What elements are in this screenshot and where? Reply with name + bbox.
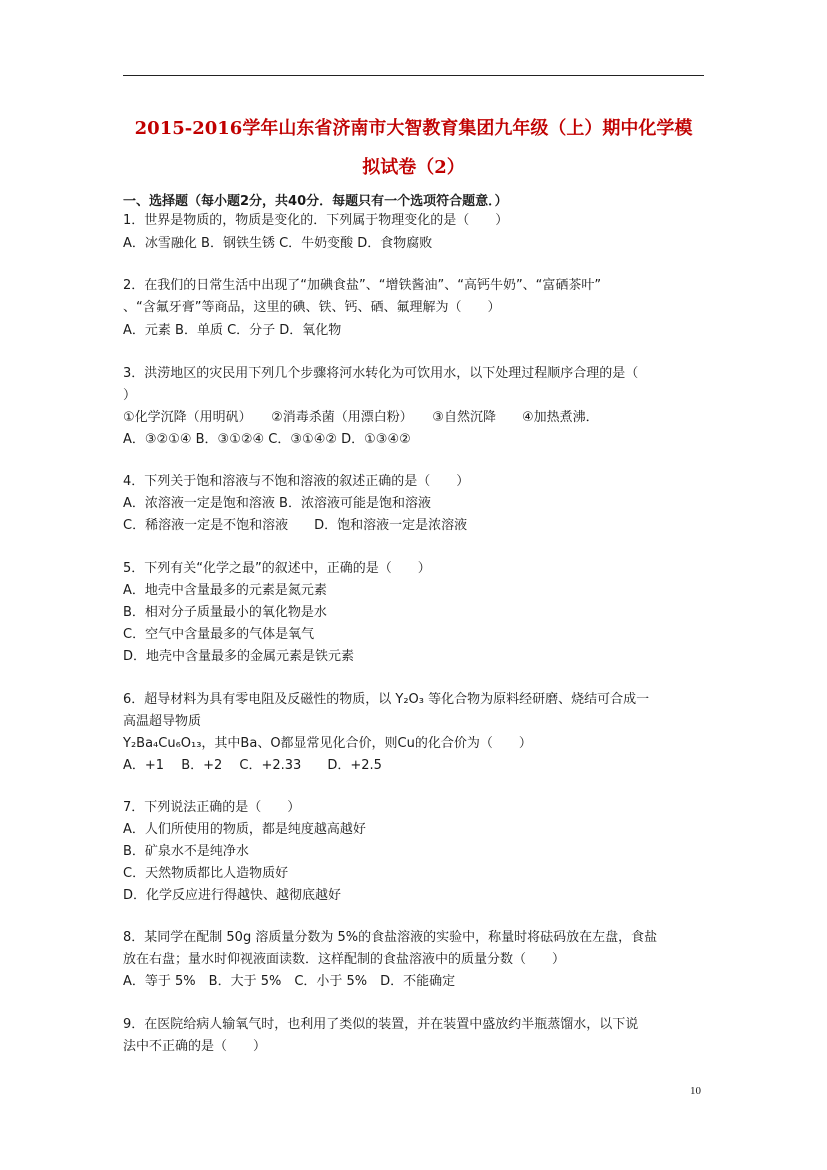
question-7-option-c: C．天然物质都比人造物质好 [123,866,289,881]
question-9-stem-cont: 法中不正确的是（ ） [123,1039,267,1054]
question-1-options: A．冰雪融化 B．钢铁生锈 C．牛奶变酸 D．食物腐败 [123,236,433,251]
question-3-options: A．③②①④ B．③①②④ C．③①④② D．①③④② [123,432,411,447]
question-7-option-b: B．矿泉水不是纯净水 [123,844,249,859]
question-8-stem: 8．某同学在配制 50g 溶质量分数为 5%的食盐溶液的实验中，称量时将砝码放在左盘，食盐 [123,930,658,945]
page-title-line-2: 拟试卷（2） [362,157,465,178]
question-4-stem: 4．下列关于饱和溶液与不饱和溶液的叙述正确的是（ ） [123,474,470,489]
header-rule [123,75,704,76]
question-4-options-ab: A．浓溶液一定是饱和溶液 B．浓溶液可能是饱和溶液 [123,496,431,511]
question-9-stem: 9．在医院给病人输氧气时，也利用了类似的装置，并在装置中盛放约半瓶蒸馏水，以下说 [123,1017,639,1032]
question-6-stem-cont: 高温超导物质 [123,714,202,729]
question-5-option-a: A．地壳中含量最多的元素是氮元素 [123,583,327,598]
question-6-formula-line: Y₂Ba₄Cu₆O₁₃，其中Ba、O都显常见化合价，则Cu的化合价为（ ） [123,736,532,751]
question-2-stem: 2．在我们的日常生活中出现了“加碘食盐”、“增铁酱油”、“高钙牛奶”、“富硒茶叶” [123,278,602,293]
question-2-stem-cont: 、“含氟牙膏”等商品，这里的碘、铁、钙、硒、氟理解为（ ） [123,300,501,315]
section-heading: 一、选择题（每小题2分，共40分．每题只有一个选项符合题意．） [123,194,508,209]
question-5-option-d: D．地壳中含量最多的金属元素是铁元素 [123,649,355,664]
question-6-options: A．+1 B．+2 C．+2.33 D．+2.5 [123,758,382,773]
question-7-option-a: A．人们所使用的物质，都是纯度越高越好 [123,822,366,837]
question-8-stem-cont: 放在右盘；量水时仰视液面读数．这样配制的食盐溶液中的质量分数（ ） [123,952,566,967]
question-1-stem: 1．世界是物质的，物质是变化的．下列属于物理变化的是（ ） [123,213,509,228]
question-5-option-b: B．相对分子质量最小的氧化物是水 [123,605,327,620]
question-5-option-c: C．空气中含量最多的气体是氧气 [123,627,315,642]
question-3-steps: ①化学沉降（用明矾） ②消毒杀菌（用漂白粉） ③自然沉降 ④加热煮沸． [123,410,599,425]
question-8-options: A．等于 5% B．大于 5% C．小于 5% D．不能确定 [123,974,456,989]
question-5-stem: 5．下列有关“化学之最”的叙述中，正确的是（ ） [123,561,431,576]
question-7-option-d: D．化学反应进行得越快、越彻底越好 [123,888,342,903]
question-3-stem: 3．洪涝地区的灾民用下列几个步骤将河水转化为可饮用水，以下处理过程顺序合理的是（ [123,366,639,381]
question-4-options-cd: C．稀溶液一定是不饱和溶液 D．饱和溶液一定是浓溶液 [123,518,468,533]
page-number: 10 [690,1085,701,1097]
question-6-stem: 6．超导材料为具有零电阻及反磁性的物质，以 Y₂O₃ 等化合物为原料经研磨、烧结可合成一 [123,692,650,707]
question-7-stem: 7．下列说法正确的是（ ） [123,800,301,815]
question-3-stem-cont: ） [123,388,137,403]
question-2-options: A．元素 B．单质 C．分子 D．氧化物 [123,323,342,338]
page-title-line-1: 2015-2016学年山东省济南市大智教育集团九年级（上）期中化学模 [134,118,693,139]
